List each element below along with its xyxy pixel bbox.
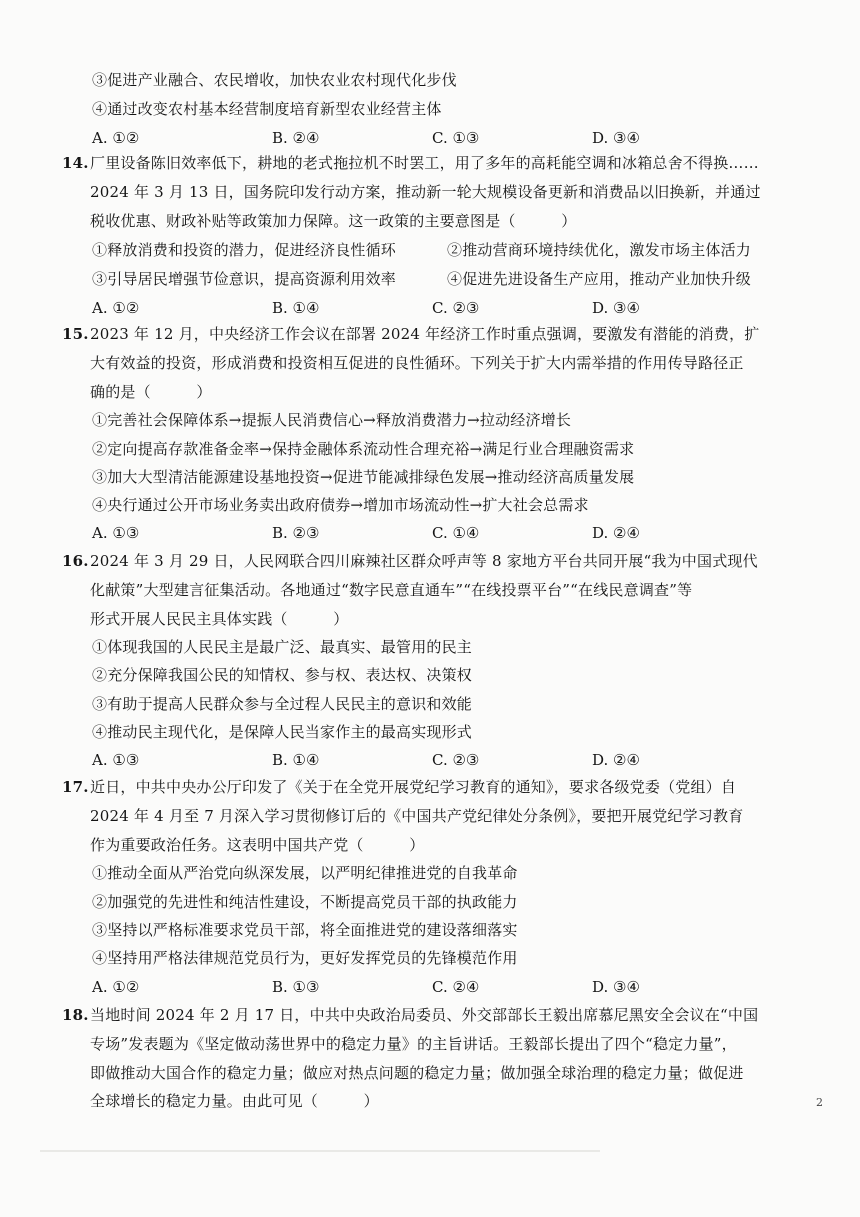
q16-option-2: ②充分保障我国公民的知情权、参与权、表达权、决策权 [92, 666, 473, 684]
q16-stem-line-2: 化献策”大型建言征集活动。各地通过“数字民意直通车”“在线投票平台”“在线民意调查”等 [90, 581, 693, 599]
q14-choice-d[interactable]: D. ③④ [592, 299, 640, 317]
q17-choice-a[interactable]: A. ①② [92, 978, 140, 996]
q15-option-4: ④央行通过公开市场业务卖出政府债券→增加市场流动性→扩大社会总需求 [92, 496, 589, 514]
q14-option-4: ④促进先进设备生产应用，推动产业加快升级 [447, 270, 752, 288]
q13-choice-a[interactable]: A. ①② [92, 129, 140, 147]
page-number: 2 [816, 1096, 823, 1109]
q13-choice-d[interactable]: D. ③④ [592, 129, 640, 147]
q17-option-1: ①推动全面从严治党向纵深发展，以严明纪律推进党的自我革命 [92, 864, 518, 882]
q15-stem-line-2: 大有效益的投资，形成消费和投资相互促进的良性循环。下列关于扩大内需举措的作用传导路径正 [90, 354, 744, 372]
q14-option-1: ①释放消费和投资的潜力，促进经济良性循环 [92, 241, 397, 259]
q14-stem-line-3: 税收优惠、财政补贴等政策加力保障。这一政策的主要意图是（ ） [90, 212, 577, 230]
q13-option-4: ④通过改变农村基本经营制度培育新型农业经营主体 [92, 100, 442, 118]
q16-choice-b[interactable]: B. ①④ [272, 751, 320, 769]
q13-choice-c[interactable]: C. ①③ [432, 129, 480, 147]
q16-choices [0, 750, 860, 770]
q15-option-3: ③加大大型清洁能源建设基地投资→促进节能减排绿色发展→推动经济高质量发展 [92, 468, 635, 486]
q17-number: 17. [62, 778, 89, 796]
q15-option-2: ②定向提高存款准备金率→保持金融体系流动性合理充裕→满足行业合理融资需求 [92, 440, 635, 458]
q16-number: 16. [62, 552, 89, 570]
q17-stem-line-1: 近日，中共中央办公厅印发了《关于在全党开展党纪学习教育的通知》，要求各级党委（党组）自 [90, 778, 737, 796]
q17-stem-line-3: 作为重要政治任务。这表明中国共产党（ ） [90, 836, 425, 854]
q18-stem-line-3: 即做推动大国合作的稳定力量；做应对热点问题的稳定力量；做加强全球治理的稳定力量；做促进 [90, 1064, 744, 1082]
q17-choice-c[interactable]: C. ②④ [432, 978, 480, 996]
q16-stem-line-3: 形式开展人民民主具体实践（ ） [90, 610, 349, 628]
q18-stem-line-4: 全球增长的稳定力量。由此可见（ ） [90, 1092, 379, 1110]
q13-choice-b[interactable]: B. ②④ [272, 129, 320, 147]
q16-choice-a[interactable]: A. ①③ [92, 751, 140, 769]
q16-stem-line-1: 2024 年 3 月 29 日，人民网联合四川麻辣社区群众呼声等 8 家地方平台共同开展“我为中国式现代 [90, 552, 758, 570]
q14-option-2: ②推动营商环境持续优化，激发市场主体活力 [447, 241, 752, 259]
q15-choices [0, 523, 860, 543]
q14-stem-line-2: 2024 年 3 月 13 日，国务院印发行动方案，推动新一轮大规模设备更新和消费品以旧换新，并通过 [90, 183, 761, 201]
q14-option-3: ③引导居民增强节俭意识，提高资源利用效率 [92, 270, 397, 288]
q17-choice-d[interactable]: D. ③④ [592, 978, 640, 996]
q14-number: 14. [62, 154, 89, 172]
scan-bottom-edge [40, 1150, 600, 1152]
q18-number: 18. [62, 1006, 89, 1024]
q13-choices [0, 128, 860, 148]
q17-option-4: ④坚持用严格法律规范党员行为，更好发挥党员的先锋模范作用 [92, 949, 518, 967]
q18-stem-line-1: 当地时间 2024 年 2 月 17 日，中共中央政治局委员、外交部部长王毅出席慕尼黑安全会议在“中国 [90, 1006, 759, 1024]
q14-choices [0, 298, 860, 318]
q16-option-4: ④推动民主现代化，是保障人民当家作主的最高实现形式 [92, 723, 473, 741]
q15-choice-d[interactable]: D. ②④ [592, 524, 640, 542]
q16-choice-c[interactable]: C. ②③ [432, 751, 480, 769]
q14-choice-b[interactable]: B. ①④ [272, 299, 320, 317]
q17-option-3: ③坚持以严格标准要求党员干部，将全面推进党的建设落细落实 [92, 921, 518, 939]
q16-choice-d[interactable]: D. ②④ [592, 751, 640, 769]
q17-choice-b[interactable]: B. ①③ [272, 978, 320, 996]
q15-stem-line-1: 2023 年 12 月，中央经济工作会议在部署 2024 年经济工作时重点强调，要激发有潜能的消费，扩 [90, 325, 760, 343]
q14-choice-c[interactable]: C. ②③ [432, 299, 480, 317]
q17-option-2: ②加强党的先进性和纯洁性建设，不断提高党员干部的执政能力 [92, 893, 518, 911]
q15-stem-line-3: 确的是（ ） [90, 383, 212, 401]
q16-option-1: ①体现我国的人民民主是最广泛、最真实、最管用的民主 [92, 638, 473, 656]
q15-choice-b[interactable]: B. ②③ [272, 524, 320, 542]
q17-choices [0, 977, 860, 997]
q15-choice-a[interactable]: A. ①③ [92, 524, 140, 542]
q16-option-3: ③有助于提高人民群众参与全过程人民民主的意识和效能 [92, 695, 473, 713]
q15-choice-c[interactable]: C. ①④ [432, 524, 480, 542]
q17-stem-line-2: 2024 年 4 月至 7 月深入学习贯彻修订后的《中国共产党纪律处分条例》，要把开展党纪学习教育 [90, 807, 744, 825]
q15-number: 15. [62, 325, 89, 343]
q15-option-1: ①完善社会保障体系→提振人民消费信心→释放消费潜力→拉动经济增长 [92, 411, 572, 429]
q14-choice-a[interactable]: A. ①② [92, 299, 140, 317]
q13-option-3: ③促进产业融合、农民增收，加快农业农村现代化步伐 [92, 71, 457, 89]
q18-stem-line-2: 专场”发表题为《坚定做动荡世界中的稳定力量》的主旨讲话。王毅部长提出了四个“稳定力量”， [90, 1035, 737, 1053]
q14-stem-line-1: 厂里设备陈旧效率低下，耕地的老式拖拉机不时罢工，用了多年的高耗能空调和冰箱总舍不得换…… [90, 154, 759, 172]
